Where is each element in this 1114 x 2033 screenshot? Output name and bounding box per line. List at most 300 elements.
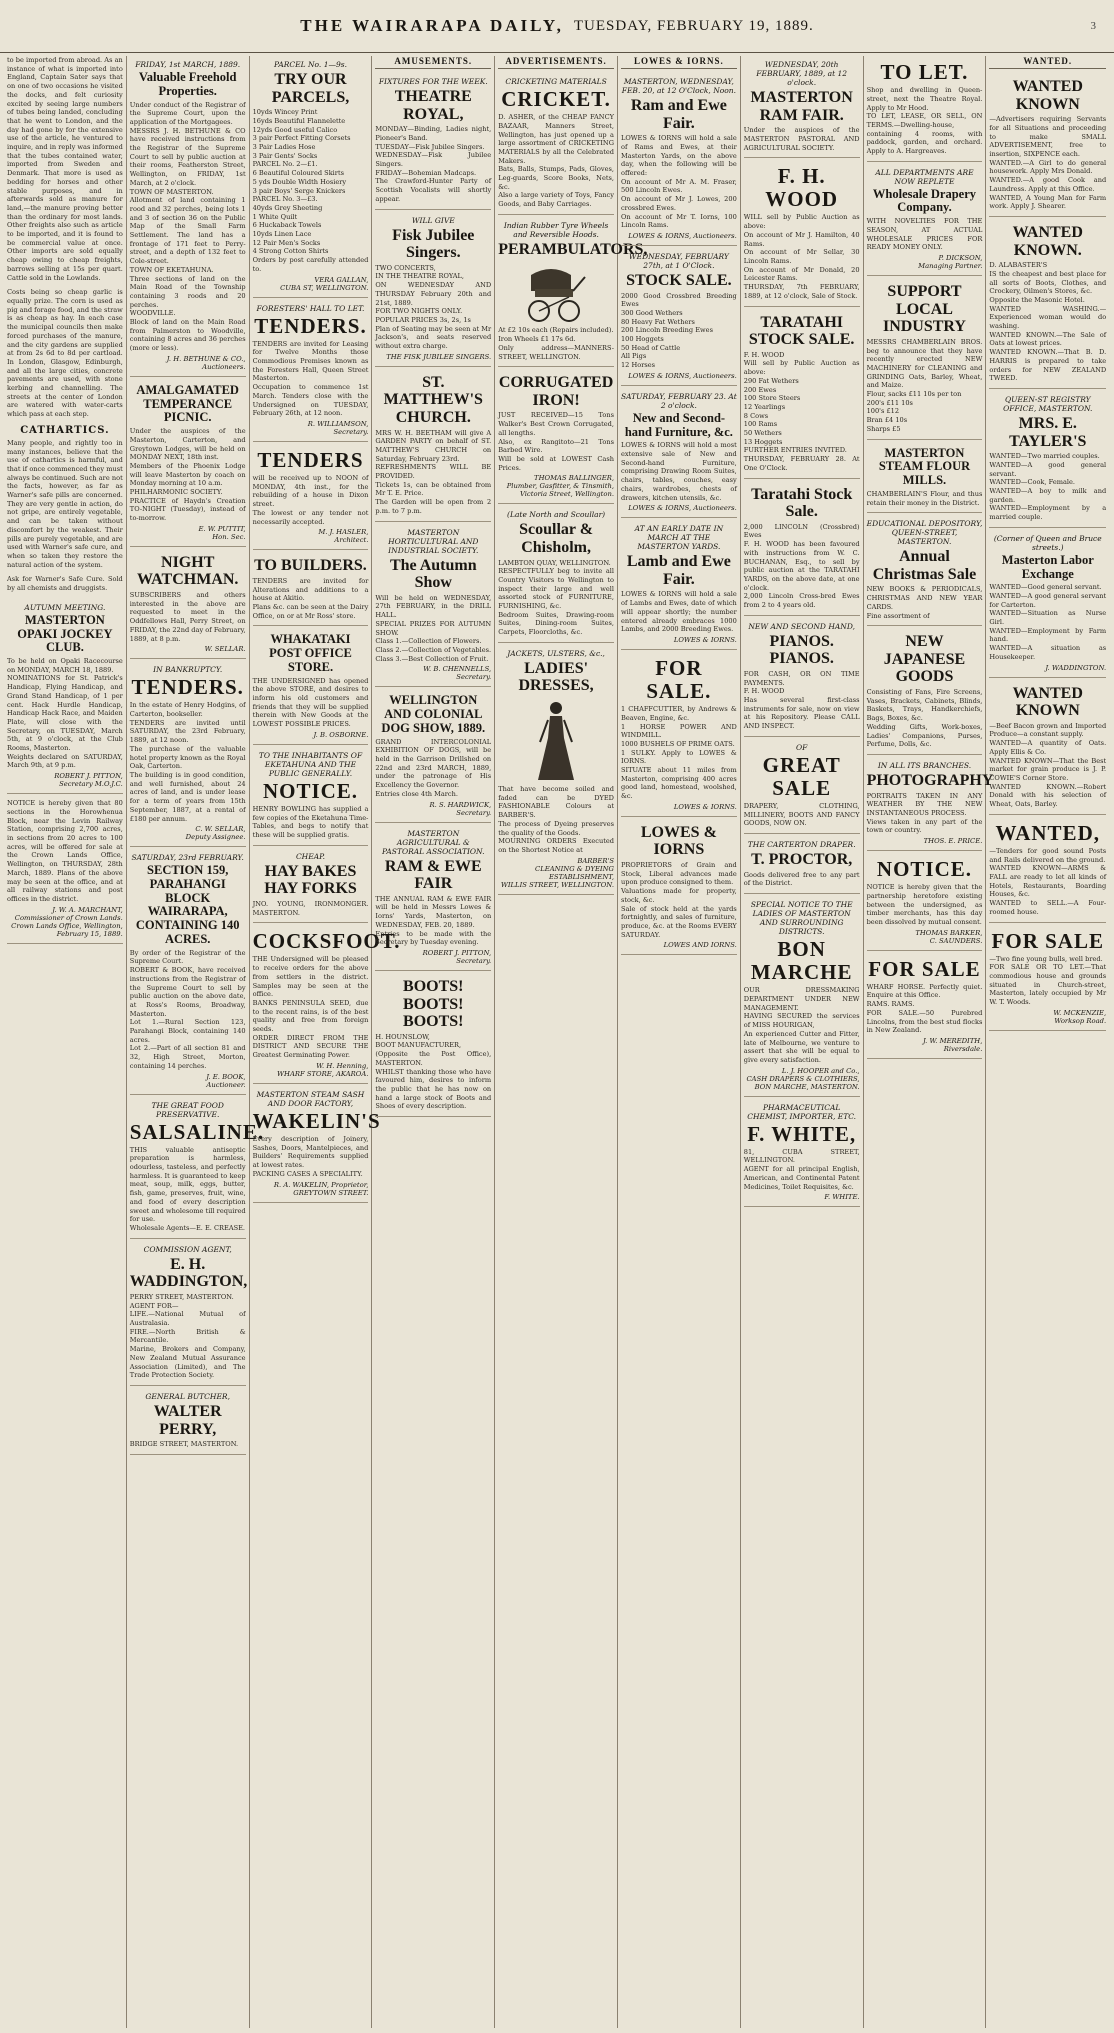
ad-heading: NEW JAPANESE GOODS [883,633,966,686]
article [7,288,123,419]
ad-subheading: EDUCATIONAL DEPOSITORY, QUEEN-STREET, MASTERTON. [866,519,983,547]
ad-body: MRS W. H. BEETHAM will give A GARDEN PARTY on behalf of ST. MATTHEW'S CHURCH on Saturday, February 23rd. REFRESHMENTS WILL BE PROVIDED. Tickets 1s, can be obtained from Mr T. E. Price. The Garden will be open from 2 p.m. to 7 p.m. [375,428,492,515]
ad-heading: WANTED KNOWN [1012,78,1083,113]
page-number: 3 [1090,20,1096,32]
advertisement [498,73,614,215]
ad-heading: SUPPORT LOCAL INDUSTRY [882,283,966,336]
signature-line: LOWES & IORNS. [673,635,737,644]
signature-line: P. DICKSON, [938,254,983,263]
advertisement [7,796,123,943]
signature-line: CUBA ST, WELLINGTON. [280,283,369,292]
ad-heading: BOOTS! BOOTS! BOOTS! [403,977,464,1031]
signature-line: THE FISK JUBILEE SINGERS. [386,352,492,361]
ad-subheading: SATURDAY, 23rd FEBRUARY. [131,853,244,863]
ad-heading: TRY OUR PARCELS, [271,71,350,106]
ad-body: will be received up to NOON of MONDAY, 4th inst., for the rebuilding of a house in Dixon street. The lowest or any tender not necessarily accepted. [252,474,369,526]
ad-heading: WALTER PERRY, [153,1402,222,1438]
advertisement [375,973,491,1117]
signature-line: M. J. HASLER, [318,528,369,537]
advertisement [744,309,860,479]
signature-line: Victoria Street, Wellington. [519,490,614,499]
ad-heading: TO BUILDERS. [254,557,367,575]
ad-heading: Scoullar & Chisholm, [519,521,594,556]
signature-line: BARBER'S [577,856,614,865]
ad-signature [7,906,123,938]
ad-subheading: FRIDAY, 1st MARCH, 1889. [135,60,241,69]
signature-line: Secretary. [456,673,492,682]
signature-line: L. J. HOOPER and Co., [781,1066,860,1075]
signature-line: Architect. [334,536,369,545]
ad-signature [253,420,369,436]
signature-line: BON MARCHE, MASTERTON. [754,1082,860,1091]
column-6 [618,56,741,2028]
ad-heading: GREAT SALE [762,752,841,800]
ad-body: Shop and dwelling in Queen-street, next the Theatre Royal. Apply to Mr Hood. TO LET, LEASE, OR SELL, ON TERMS.—Dwelling-house, containing 4 rooms, with paddock, garden, and orchard. Apply to A. Hargreaves. [866,86,983,156]
signature-line: WHARF STORE, AKAROA. [277,1069,369,1078]
signature-line: J. B. OSBORNE. [313,730,369,739]
ad-heading: MASTERTON STEAM FLOUR MILLS. [878,445,971,488]
ad-heading: WANTED KNOWN [1012,684,1083,720]
advertisement [744,56,860,158]
ad-heading: NOTICE. [876,857,973,882]
ad-heading: AMALGAMATED TEMPERANCE PICNIC. [136,382,239,425]
advertisement [375,524,491,688]
signature-line: C. W. SELLAR, [195,825,246,834]
ad-body: THE ANNUAL RAM & EWE FAIR will be held in Messrs Lowes & Iorns' Yards, Masterton, on WEDNESDAY, FEB. 20, 1889. Entries to be made with the Secretary by Tuesday evening. [375,894,492,947]
signature-line: E. W. PUTTIT, [198,524,246,533]
ad-heading: PIANOS. PIANOS. [769,632,834,668]
ad-subheading: WILL GIVE [411,215,455,225]
ad-subheading: FIXTURES FOR THE WEEK. [378,77,488,86]
ad-subheading: WEDNESDAY, FEBRUARY 27th, at 1 O'Clock. [628,251,729,270]
ad-subheading: MASTERTON HORTICULTURAL AND INDUSTRIAL SOCIETY. [388,527,479,555]
ad-heading: STOCK SALE. [626,271,732,289]
ad-body: F. H. WOOD Will sell by Public Auction as above: 290 Fat Wethers 200 Ewes 100 Store Steers 12 Yearlings 8 Cows 100 Rams 50 Wethers 13 Hoggets FURTHER ENTRIES INVITED. THURSDAY, FEBRUARY 28. At One O'Clock. [743,350,860,472]
ad-signature [621,941,737,949]
advertisement [375,825,491,971]
ad-body: BRIDGE STREET, MASTERTON. [129,1440,239,1449]
ad-subheading: WEDNESDAY, 20th FEBRUARY, 1889, at 12 o'clock. [756,60,848,87]
advertisement [744,160,860,306]
ad-signature [621,803,737,811]
ad-heading: SALSALINE. [129,1119,265,1144]
advertisement [253,747,369,846]
advertisement [130,379,246,547]
ad-signature [253,1062,369,1078]
perambulator-illustration [521,261,591,323]
advertisement [744,618,860,737]
advertisement [130,56,246,377]
ad-body: TENDERS are invited for Alterations and additions to a house at Akitio. Plans &c. can be seen at the Dairy Office, on or at Mr Ross' store. [252,576,369,620]
masthead-title: THE WAIRARAPA DAILY, [300,16,564,35]
ad-body: LOWES & IORNS will hold a sale of Lambs and Ewes, date of which will appear shortly; the number entered already embraces 1000 Lambs, and 2000 Breeding Ewes. [620,590,737,634]
ad-body: MONDAY—Binding, Ladies night, Pioneer's Band. TUESDAY—Fisk Jubilee Singers. WEDNESDAY—Fisk Jubilee Singers. FRIDAY—Bohemian Madcaps. The Crawford-Hunter Party of Scottish Vocalists will shortly appear. [375,125,492,203]
advertisement [744,1099,860,1208]
column-1 [4,56,127,2028]
signature-line: R. S. HARDWICK, [429,800,492,809]
ad-body: DRAPERY, CLOTHING, MILLINERY, BOOTS AND FANCY GOODS, NOW ON. [743,802,860,828]
ad-heading: COCKSFOOT. [252,929,401,954]
advertisement [989,817,1106,923]
ad-body: JUST RECEIVED—15 Tons Walker's Best Crown Corrugated, all lengths. Also, ex Rangitoto—21 Tons Barbed Wire. Will be sold at LOWEST Cash Prices. [498,411,614,472]
advertisement [867,628,983,755]
ad-signature [989,664,1106,672]
ad-heading: Fisk Jubilee Singers. [392,226,475,262]
ad-heading: TENDERS. [254,313,367,338]
column-8 [864,56,994,2028]
ad-body: MESSRS CHAMBERLAIN BROS. beg to announce that they have recently erected NEW MACHINERY for CLEANING and GRINDING Oats, Barley, Wheat, and Maize. Flour, sacks £11 10s per ton 200's £11 10s 100's £12 Bran £4 10s Sharps £5 [866,337,983,433]
masthead [0,0,1114,52]
signature-line: W. B. CHENNELLS, [423,665,492,674]
advertisement [130,661,246,847]
ad-heading: The Autumn Show [389,556,477,592]
ad-heading: Lamb and Ewe Fair. [626,553,731,588]
advertisement [130,849,246,1094]
ad-signature [375,949,491,965]
advertisement [866,757,994,851]
signature-line: J. H. BETHUNE & CO., [166,354,246,363]
ad-body: 1 CHAFFCUTTER, by Andrews & Beaven, Engine, &c. 1 HORSE POWER AND WINDMILL. 1000 BUSHELS OF PRIME OATS. 1 SULKY. Apply to LOWES & IORNS. SITUATE about 11 miles from Masterton, comprising 400 acres good land, homestead, woolshed, &c. [620,705,737,801]
advertisement [867,56,983,162]
ad-body: To be held on Opaki Racecourse on MONDAY, MARCH 18, 1889. NOMINATIONS for St. Patrick's Handicap, Flying Handicap, and Grand Stand Handicap, of 1 per cent. Hack Hurdle Handicap, Handicap Hack Race, and Maiden Plate, will close with the Secretary, on TUESDAY, March 5th, at 9 o'clock, at the Club Rooms, Masterton. Weights declared on SATURDAY, March 9th, at 9 p.m. [7,657,123,770]
ad-heading: WANTED, [995,820,1100,845]
ad-heading: Ram and Ewe Fair. [630,97,727,132]
ad-heading: NOTICE. [262,778,359,803]
ad-body: FOR CASH, OR ON TIME PAYMENTS. F. H. WOOD Has several first-class instruments for sale, now on view at his Repository. Please CALL AND INSPECT. [743,669,860,731]
advertisement [867,164,983,276]
advertisement [744,836,860,894]
article [7,56,123,282]
ad-subheading: IN BANKRUPTCY. [153,665,223,675]
article-body: Many people, and rightly too in many instances, believe that the use of cathartics is harmful, and that if once commenced they must always be continued. Such are not the facts, however, as far as Warner's safe pills are concerned. They are very gentle in action, do not gripe, are entirely vegetable, and can be taken without discomfort by the weakest. Their pills are purely vegetable, and are used with Warner's safe cure, and when so taken they restore the natural action of the system. [7,438,123,569]
signature-line: Plumber, Gasfitter, & Tinsmith, [506,482,614,491]
ad-subheading: (Late North and Scoullar) [507,510,606,520]
ad-body: WILL sell by Public Auction as above: On account of Mr J. Hamilton, 40 Rams. On account of Mr Sellar, 30 Lincoln Rams. On account of Mr Donald, 20 Leicester Rams. THURSDAY, 7th FEBRUARY, 1889, at 12 o'clock, Sale of Stock. [743,213,860,300]
ad-body: Under the auspices of the MASTERTON PASTORAL AND AGRICULTURAL SOCIETY. [743,126,860,152]
ad-heading: FOR SALE [868,956,981,981]
advertisement [989,73,1106,217]
signature-line: WILLIS STREET, WELLINGTON. [500,880,614,889]
ad-subheading: OF [796,742,808,752]
signature-line: LOWES & IORNS, Auctioneers. [628,504,737,513]
ad-body: NOTICE is hereby given that the partnership heretofore existing between the undersigned, as timber merchants, has this day been dissolved by mutual consent. [866,883,983,926]
column-5 [495,56,648,2028]
ad-signature [130,1073,246,1089]
ad-subheading: NEW AND SECOND HAND, [748,621,855,631]
ad-signature [498,474,614,498]
advertisement [253,300,369,442]
ad-subheading: JACKETS, ULSTERS, &c., [507,648,605,658]
signature-line: GREYTOWN STREET. [293,1188,369,1197]
ad-body: At £2 10s each (Repairs included). Iron Wheels £1 17s 6d. Only address—MANNERS-STREET, WELLINGTON. [498,326,614,361]
ad-heading: FOR SALE [991,928,1104,953]
ad-body: WANTED—Two married couples. WANTED—A good general servant. WANTED—Cook, Female. WANTED—A boy to milk and garden. WANTED—Employment by a married couple. [989,452,1107,522]
article-heading: CATHARTICS. [20,424,110,436]
ad-signature [621,372,737,380]
signature-line: W. SELLAR. [204,645,246,654]
signature-line: CASH DRAPERS & CLOTHIERS, [746,1074,860,1083]
advertisement [498,506,614,643]
advertisement [130,1241,246,1386]
signature-line: VERA GALLAN, [314,275,369,284]
ad-heading: Valuable Freehold Properties. [138,70,237,98]
signature-line: Auctioneers. [202,362,246,371]
signature-line: C. SAUNDERS. [929,936,983,945]
ad-body: LOWES & IORNS will hold a most extensive sale of New and Second-hand Furniture, comprising Drawing Room Suites, chairs, tables, couches, easy chairs, wardrobes, chests of drawers, kitchen utensils, &c. [620,441,737,502]
advertisement [867,953,983,1059]
ad-heading: CORRUGATED IRON! [498,374,614,409]
advertisement [621,73,737,246]
ad-signature [744,1067,860,1091]
ad-body: THE UNDERSIGNED has opened the above STORE, and desires to inform his old customers and friends that they will be supplied therein with New Goods at the LOWEST POSSIBLE PRICES. [252,676,369,729]
signature-line: Hon. Sec. [212,532,246,541]
ad-subheading: PHARMACEUTICAL CHEMIST, IMPORTER, ETC. [747,1102,857,1121]
ad-subheading: IN ALL ITS BRANCHES. [877,760,972,770]
advertisement [867,442,983,514]
ad-body: —Advertisers requiring Servants for all Situations and proceeding to make SMALL ADVERTISEMENT, free to insertion, SIXPENCE each. WANTED.—A Girl to do general housework. Apply Mrs Donald. WANTED.—A good Cook and Laundress. Apply at this Office. WANTED, A Young Man for Farm work. Apply J. Shearer. [989,115,1107,211]
signature-line: J. WADDINGTON. [1045,663,1107,672]
ad-signature [867,837,983,845]
ad-subheading: CRICKETING MATERIALS [505,77,607,86]
advertisement [989,680,1106,815]
ad-subheading: SPECIAL NOTICE TO THE LADIES OF MASTERTON AND SURROUNDING DISTRICTS. [750,900,853,937]
advertisement [989,391,1106,528]
ad-body: LOWES & IORNS will hold a sale of Rams and Ewes, at their Masterton Yards, on the above day, when the following will be offered: On account of Mr A. M. Fraser, 500 Lincoln Ewes. On account of Mr J. Lowes, 200 crossbred Ewes. On account of Mr T. Iorns, 100 Lincoln Rams. [620,134,737,230]
advertisement [130,1388,246,1455]
ad-body: OUR DRESSMAKING DEPARTMENT UNDER NEW MANAGEMENT. HAVING SECURED the services of MISS HOURIGAN, An experienced Cutter and Fitter, late of Melbourne, we venture to assert that she will be equal to give every satisfaction. [743,986,860,1064]
lady-figure-illustration [534,698,578,782]
signature-line: Secretary. [456,956,492,965]
advertisement [498,645,614,895]
signature-line: LOWES & IORNS, Auctioneers. [628,371,737,380]
ad-body: PORTRAITS TAKEN IN ANY WEATHER BY THE NEW INSTANTANEOUS PROCESS. Views taken in any part of the town or country. [866,791,983,835]
advertisement [253,848,369,924]
ad-heading: HAY BAKES HAY FORKS [264,862,357,898]
ad-body: —Tenders for good sound Posts and Rails delivered on the ground. WANTED KNOWN—ARMS & FALL are ready to let all kinds of Hotels, Restaurants, Boarding Houses, &c. WANTED to SELL.—A Four-roomed house. [989,846,1107,916]
ad-heading: T. PROCTOR, [751,851,853,869]
column-9 [986,56,1109,2028]
ad-heading: TARATAHI STOCK SALE. [748,313,855,349]
advertisement [130,549,246,659]
ad-heading: NIGHT WATCHMAN. [136,553,239,589]
ad-subheading: MASTERTON AGRICULTURAL & PASTORAL ASSOCIATION. [382,828,485,856]
ad-signature [989,1009,1106,1025]
advertisement [867,278,983,440]
advertisement [375,689,491,822]
signature-line: ROBERT J. PITTON, [54,772,123,781]
ad-body: By order of the Registrar of the Supreme Court. ROBERT & BOOK, have received instructions from the Registrar of the Supreme Court to sell by public auction on the above date, at Ross's Rooms, Broadway, Masterton. Lot 1.—Rural Section 123, Parahangi Block, containing 140 acres. Lot 2.—Part of all section 81 and 32, High Street, Morton, containing 14 perches. [129,948,246,1070]
advertisement [253,56,369,298]
ad-body: Goods delivered free to any part of the District. [743,870,860,888]
advertisement [498,217,648,367]
advertisement [621,652,737,817]
ad-heading: LADIES' DRESSES, [518,659,594,695]
ad-subheading: THE CARTERTON DRAPER. [747,840,856,850]
signature-line: W. MCKENZIE, [1053,1008,1107,1017]
ad-body: THIS valuable antiseptic preparation is harmless, odourless, tasteless, and perfectly harmless. It is guaranteed to keep meat, soup, milk, eggs, butter, fish, game, preserves, fruit, wine, and food of every description sweet and wholesome till required for use. Wholesale Agents—E. E. CREASE. [129,1145,246,1232]
ad-subheading: COMMISSION AGENT, [143,1244,232,1254]
ad-body: NEW BOOKS & PERIODICALS, CHRISTMAS AND NEW YEAR CARDS. Fine assortment of [866,585,983,620]
signature-line: J. W. A. MARCHANT, [52,905,123,914]
ad-body: 81, CUBA STREET, WELLINGTON. AGENT for all principal English, American, and Continental Patent Medicines, Toilet Requisites, &c. [743,1147,860,1191]
ad-subheading: THE GREAT FOOD PRESERVATIVE. [151,1100,224,1119]
advertisement [375,212,491,367]
ad-body: That have become soiled and faded can be DYED FASHIONABLE Colours at BARBER'S. The process of Dyeing preserves the quality of the Goods. MOURNING ORDERS Executed on the Shortest Notice at [498,785,614,854]
advertisement [744,481,860,616]
ad-heading: LOWES & IORNS [640,823,717,859]
advertisement [129,1097,265,1239]
ad-heading: TENDERS [257,447,364,472]
signature-line: Auctioneer. [206,1080,246,1089]
ad-signature [744,1193,860,1201]
advertisement [253,628,369,744]
ad-heading: PHOTOGRAPHY [866,771,994,789]
ad-subheading: TO THE INHABITANTS OF EKETAHUNA AND THE PUBLIC GENERALLY. [258,750,363,778]
ad-heading: Annual Christmas Sale [872,548,977,583]
ad-subheading: CHEAP. [295,851,326,861]
advertisement [252,1086,381,1203]
signature-line: Secretary. [333,427,369,436]
column-heading: AMUSEMENTS. [375,56,491,69]
advertisement [252,925,401,1084]
signature-line: J. W. MEREDITH, [922,1036,983,1045]
masthead-date: TUESDAY, FEBRUARY 19, 1889. [573,17,814,34]
ad-body: Under conduct of the Registrar of the Supreme Court, upon the application of the Mortgagees. MESSRS J. H. BETHUNE & CO have received instructions from the Registrar of the Supreme Court to sell by public auction at their rooms, Featherston Street, Wellington, on FRIDAY, 1st March, at 2 o'clock. TOWN OF MASTERTON. Allotment of land containing 1 rood and 32 perches, being lots 1 and 3 of section 36 on the Public Map of the Small Farm Settlement. The land has a frontage of 171 feet to Perry-street, and a depth of 132 feet to Cole-street. TOWN OF EKETAHUNA. Three sections of land on the Main Road of the Township containing 3 roods and 20 perches. WOODVILLE. Block of land on the Main Road from Palmerston to Woodville, containing 8 acres and 36 perches (more or less). [129,100,246,353]
ad-body: CHAMBERLAIN'S Flour, and thus retain their money in the District. [866,489,983,507]
ad-body: TWO CONCERTS, IN THE THEATRE ROYAL, ON WEDNESDAY AND THURSDAY February 20th and 21st, 1889. FOR TWO NIGHTS ONLY. POPULAR PRICES 3s, 2s, 1s Plan of Seating may be seen at Mr Jackson's, and seats reserved without extra charge. [375,263,492,351]
advertisement [253,444,369,550]
signature-line: Riversdale. [943,1044,983,1053]
ad-body: H. HOUNSLOW, BOOT MANUFACTURER, (Opposite the Post Office), MASTERTON. WHILST thanking those who have favoured him, desires to inform the public that he has now on hand a large stock of Boots and Shoes of every description. [375,1032,492,1111]
advertisement [867,853,983,951]
signature-line: Managing Partner. [918,262,983,271]
advertisement [621,248,737,386]
article [7,575,123,592]
signature-line: ROBERT J. PITTON, [422,948,492,957]
signature-line: THOS. E. PRICE. [923,837,983,846]
ad-signature [867,1037,983,1053]
ad-heading: WANTED KNOWN. [1012,223,1083,259]
ad-signature [621,636,737,644]
ad-body: SUBSCRIBERS and others interested in the above are requested to meet in the Oddfellows Hall, Perry Street, on FRIDAY, the 22nd day of February, 1889, at 8 p.m. [129,591,246,643]
ad-heading: PERAMBULATORS, [498,240,648,258]
signature-line: LOWES & IORNS, Auctioneers. [628,231,737,240]
ad-heading: Taratahi Stock Sale. [751,485,853,521]
ad-subheading: (Corner of Queen and Bruce streets.) [993,533,1102,552]
ad-signature [130,645,246,653]
ad-body: WHARF HORSE. Perfectly quiet. Enquire at this Office. RAMS. RAMS. FOR SALE.—50 Purebred Lincolns, from the best stud flocks in New Zealand. [866,982,983,1035]
ad-subheading: MASTERTON, WEDNESDAY, FEB. 20, at 12 O'Clock, Noon. [621,77,737,95]
ad-signature [253,731,369,739]
ad-heading: RAM & EWE FAIR [384,857,482,893]
ad-subheading: GENERAL BUTCHER, [145,1391,230,1401]
advertisement [621,388,737,518]
column-7 [741,56,864,2028]
ad-signature [621,232,737,240]
ad-signature [253,276,369,292]
signature-line: Deputy Assignee. [185,833,246,842]
ad-body: —Two fine young bulls, well bred. FOR SALE OR TO LET.—That commodious house and grounds situated in Church-street, Masterton, lately occupied by Mr W. T. Woods. [989,954,1107,1007]
ad-body: Every description of Joinery, Sashes, Doors, Mantelpieces, and Builders' Requirements supplied at lowest rates. PACKING CASES A SPECIALITY. [252,1134,369,1178]
ad-body: NOTICE is hereby given that 80 sections in the Horowhenua Block, near the Levin Railway Station, comprising 2,700 acres, in sections from 20 acres to 100 acres, will be offered for sale at the Crown Lands Office, Wellington, on THURSDAY, 28th March, 1889. Plans of the above may be seen at the office, and at all railway stations and post offices in the district. [7,799,123,903]
signature-line: Crown Lands Office, Wellington, February 15, 1889. [11,921,123,938]
column-heading: ADVERTISEMENTS. [498,56,614,69]
advertisement [867,515,983,626]
signature-line: J. E. BOOK, [206,1072,246,1081]
ad-heading: Wholesale Drapery Company. [872,186,977,215]
ad-body: LAMBTON QUAY, WELLINGTON. RESPECTFULLY beg to invite all Country Visitors to Wellington to inspect their large and well assorted stock of FURNITURE, FURNISHING, &c. Bedroom Suites, Drawing-room Suites, Dining-room Suites, Carpets, Floorcloths, &c. [498,558,614,637]
ad-body: Consisting of Fans, Fire Screens, Vases, Brackets, Cabinets, Blinds, Baskets, Trays, Handkerchiefs, Bags, Boxes, &c. Wedding Gifts, Work-boxes, Ladies' Companions, Purses, Perfume, Dolls, &c. [866,687,983,749]
ad-body: Will be held on WEDNESDAY, 27th FEBRUARY, in the DRILL HALL. SPECIAL PRIZES FOR AUTUMN SHOW. Class 1.—Collection of Flowers. Class 2.—Collection of Vegetables. Class 3.—Best Collection of Fruit. [375,593,492,663]
ad-body: JNO. YOUNG, IRONMONGER. MASTERTON. [252,899,369,917]
column-4 [372,56,495,2028]
advertisement [253,552,369,626]
column-heading: LOWES & IORNS. [621,56,737,69]
illustration [498,698,614,782]
ad-heading: BON MARCHE [750,937,853,985]
column-heading: WANTED. [989,56,1106,69]
ad-signature [867,929,983,945]
column-2 [127,56,265,2028]
ad-body: Under the auspices of the Masterton, Carterton, and Greytown Lodges, will be held on MONDAY NEXT, 18th inst. Members of the Phoenix Lodge will leave Masterton by coach on Monday morning at 10 a.m. PHILHARMONIC SOCIETY. PRACTICE of Haydn's Creation TO-NIGHT (Tuesday), instead of to-morrow. [129,427,246,523]
ad-body: D. ASHER, of the CHEAP FANCY BAZAAR, Manners Street, Wellington, has just opened up a large assortment of CRICKETING MATERIALS by all the Celebrated Makers. Bats, Balls, Stumps, Pads, Gloves, Leg-guards, Score Books, Nets, &c. Also a large variety of Toys, Fancy Goods, and Baby Carriages. [498,113,614,209]
advertisement [375,73,491,210]
signature-line: Commissioner of Crown Lands. [14,913,123,922]
signature-line: Secretary. [456,808,492,817]
ad-heading: New and Second-hand Furniture, &c. [624,410,733,439]
advertisement [989,530,1106,678]
ad-heading: WHAKATAKI POST OFFICE STORE. [269,632,352,674]
article-body: Ask for Warner's Safe Cure. Sold by all chemists and druggists. [7,575,123,593]
ad-heading: FOR SALE. [646,655,712,704]
ad-heading: ST. MATTHEW'S CHURCH. [383,373,483,426]
ad-heading: THEATRE ROYAL, [394,88,472,123]
columns [4,56,1110,2028]
signature-line: THOMAS BARKER, [915,928,983,937]
ad-signature [375,353,491,361]
ad-heading: F. H. WOOD [765,164,839,212]
ad-subheading: Indian Rubber Tyre Wheels and Reversible Hoods. [503,220,609,239]
ad-signature [130,825,246,841]
article-body: to be imported from abroad. As an instance of what is imported into England, Captain Sater says that on one of two occasions he visited the docks, and felt curiosity excited by seeing large numbers of tubes being landed, concluding that he went to London, and the day had gone by for the extensive use of the article, he ventured to inquire, and in reply was informed that the tubes contained water, imported from Sweden and Denmark. That more is used as bedding for horses and other stable purposes, and in afterwards sold as manure for land,—the manure proving better than the ordinary for most lands. Other freights also such as article to be imported, and it is found to be commercial value at once. Other imports are sold equally cheap owing to cheap freights, barrows selling at 15s per quart. Cattle sold in the Lowlands. [7,56,123,282]
advertisement [989,219,1106,389]
ad-heading: MASTERTON RAM FAIR. [750,89,853,124]
advertisement [375,369,491,522]
ad-signature [130,355,246,371]
ad-signature [375,801,491,817]
ad-heading: MASTERTON OPAKI JOCKEY CLUB. [17,612,113,655]
advertisement [744,896,860,1097]
ad-body: PROPRIETORS of Grain and Stock, Liberal advances made upon produce consigned to them. Valuations made for property, stock, &c. Sale of stock held at the yards fortnightly, and sales of furniture, produce, &c. at the Rooms EVERY SATURDAY. [620,861,737,939]
illustration [498,261,614,323]
ad-heading: WAKELIN'S [252,1108,381,1133]
ad-signature [130,525,246,541]
ad-heading: TO LET. [880,60,969,84]
ad-signature [621,504,737,512]
advertisement [498,369,614,504]
ad-heading: F. WHITE, [747,1121,857,1146]
ad-body: WITH NOVELTIES FOR THE SEASON, AT ACTUAL WHOLESALE PRICES FOR READY MONEY ONLY. [866,217,983,252]
ad-heading: Masterton Labor Exchange [1001,552,1094,581]
article-body: Costs being so cheap garlic is equally prize. The corn is used as pig and forage food, and the straw is as cheap as hay. In each case the municipal councils then make forced purchases of the manure, and the city gardens are supplied at from 2s 6d to 8d per cartload. In London, Glasgow, Edinburgh, and all the large cities, concrete pavements are used, with stone kerbing and channelling. The streets at the center of London are watered with water-carts which pass at each step. [7,288,123,419]
ad-heading: SECTION 159, PARAHANGI BLOCK WAIRARAPA, CONTAINING 140 ACRES. [135,863,240,946]
ad-body: 10yds Wincey Print 16yds Beautiful Flannelette 12yds Good useful Calico 3 pair Perfect Fitting Corsets 3 Pair Ladies Hose 3 Pair Gents' Socks PARCEL No. 2—£1. 6 Beautiful Coloured Skirts 5 yds Double Width Hosiery 3 pair Boys' Serge Knickers PARCEL No. 3—£3. 40yds Grey Sheeting 1 White Quilt 6 Huckaback Towels 10yds Linen Lace 12 Pair Men's Socks 4 Strong Cotton Shirts Orders by post carefully attended to. [252,108,369,273]
ad-subheading: QUEEN-ST REGISTRY OFFICE, MASTERTON. [1003,394,1093,413]
ad-body: D. ALABASTER'S IS the cheapest and best place for all sorts of Boots, Clothes, and Crockery, Oilmen's Stores, &c. Opposite the Masonic Hotel. WANTED WASHING.—Experienced woman would do washing. WANTED KNOWN.—The Sale of Oats at lowest prices. WANTED KNOWN.—That B. D. HARRIS is prepared to take orders for NEW ZEALAND TWEED. [989,261,1107,383]
ad-heading: WELLINGTON AND COLONIAL DOG SHOW, 1889. [381,693,486,735]
advertisement [7,599,123,794]
article [7,425,123,570]
